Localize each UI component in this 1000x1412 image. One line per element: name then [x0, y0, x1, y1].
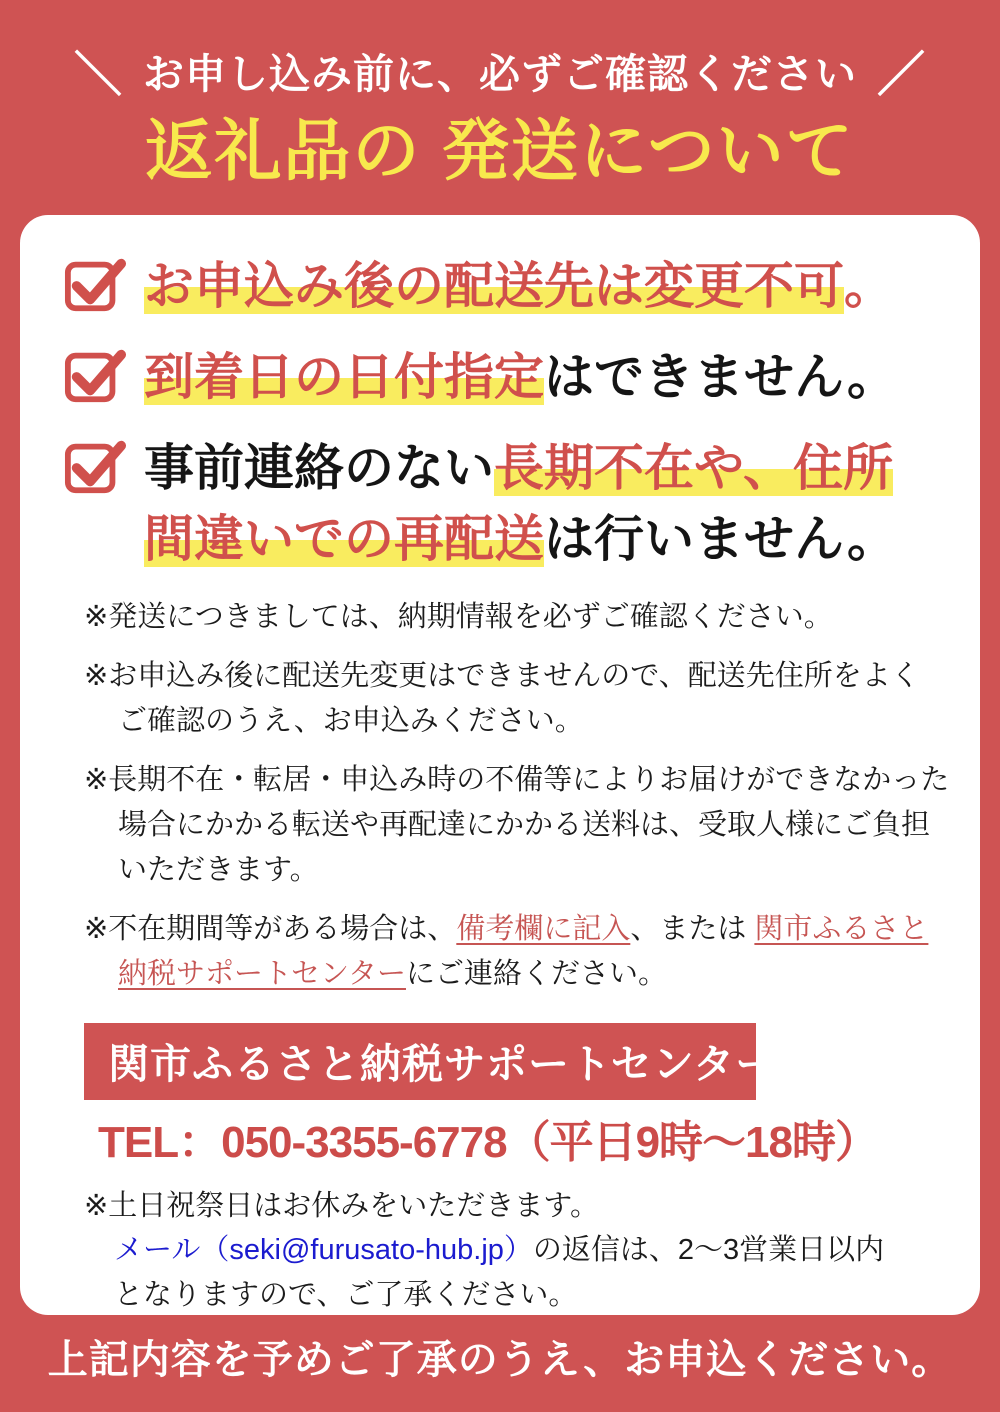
notice-card [20, 215, 980, 1315]
backslash-decor-icon: ＼ [73, 49, 123, 102]
support-notes [64, 1184, 960, 1319]
pre-title [0, 36, 1000, 105]
plain-text: にご連絡ください。 [405, 957, 667, 990]
checklist-item-1 [64, 251, 960, 322]
plain-text: 。 [844, 258, 894, 314]
plain-text: は行いません。 [544, 511, 897, 567]
note-line [84, 952, 960, 997]
note-redelivery-cost [84, 758, 960, 893]
support-center-link[interactable]: 関市ふるさと [754, 912, 929, 945]
note-address-change [84, 654, 960, 744]
highlighted-text: 間違いでの再配送 [144, 511, 544, 567]
plain-text: ※不在期間等がある場合は、 [84, 912, 457, 945]
checkbox-checked-icon [64, 346, 126, 404]
checklist-item-2 [64, 342, 960, 413]
checklist-item-3-text [144, 433, 897, 575]
highlighted-text: 到着日の日付指定 [144, 349, 544, 405]
plain-text: の返信は、2～3営業日以内 [532, 1234, 885, 1267]
checklist-item-3 [64, 433, 960, 575]
pre-title-text: お申し込み前に、必ずご確認ください [143, 51, 857, 97]
mail-note-line: となりますので、ご了承ください。 [114, 1279, 578, 1312]
plain-text: 事前連絡のない [144, 440, 494, 496]
checkbox-checked-icon [64, 255, 126, 313]
footer-message: 上記内容を予めご了承のうえ、お申込ください。 [47, 1338, 953, 1382]
note-absence-contact [84, 907, 960, 997]
remarks-field-link[interactable]: 備考欄に記入 [456, 912, 631, 945]
support-center-banner: 関市ふるさと納税サポートセンター [84, 1023, 756, 1100]
holiday-note: ※土日祝祭日はお休みをいただきます。 [84, 1189, 599, 1222]
highlighted-text: 長期不在や、住所 [494, 440, 893, 496]
note-line: いただきます。 [118, 853, 319, 886]
note-line: ※長期不在・転居・申込み時の不備等によりお届けができなかった [84, 763, 950, 796]
page-title: 返礼品の 発送について [145, 114, 855, 189]
checkbox-checked-icon [64, 437, 126, 495]
note-line [84, 907, 960, 952]
support-phone-number: TEL：050-3355-6778（平日9時～18時） [98, 1117, 878, 1167]
highlighted-text: お申込み後の配送先は変更不可 [144, 258, 844, 314]
checklist-item-1-text [144, 251, 894, 322]
checklist-item-2-text [144, 342, 897, 413]
note-line: ※お申込み後に配送先変更はできませんので、配送先住所をよく [84, 659, 920, 692]
note-line: ご確認のうえ、お申込みください。 [118, 704, 584, 737]
plain-text: はできません。 [544, 349, 897, 405]
support-email-link[interactable]: メール（seki@furusato-hub.jp） [114, 1234, 533, 1267]
note-shipping [84, 595, 960, 640]
support-center-link[interactable]: 納税サポートセンター [118, 957, 406, 990]
note-line: 場合にかかる転送や再配達にかかる送料は、受取人様にご負担 [118, 808, 931, 841]
note-line: ※発送につきましては、納期情報を必ずご確認ください。 [84, 601, 833, 633]
plain-text: 、または [630, 912, 755, 945]
slash-decor-icon: ／ [877, 49, 927, 102]
notes-section [64, 595, 960, 997]
mail-note-line [84, 1228, 960, 1273]
